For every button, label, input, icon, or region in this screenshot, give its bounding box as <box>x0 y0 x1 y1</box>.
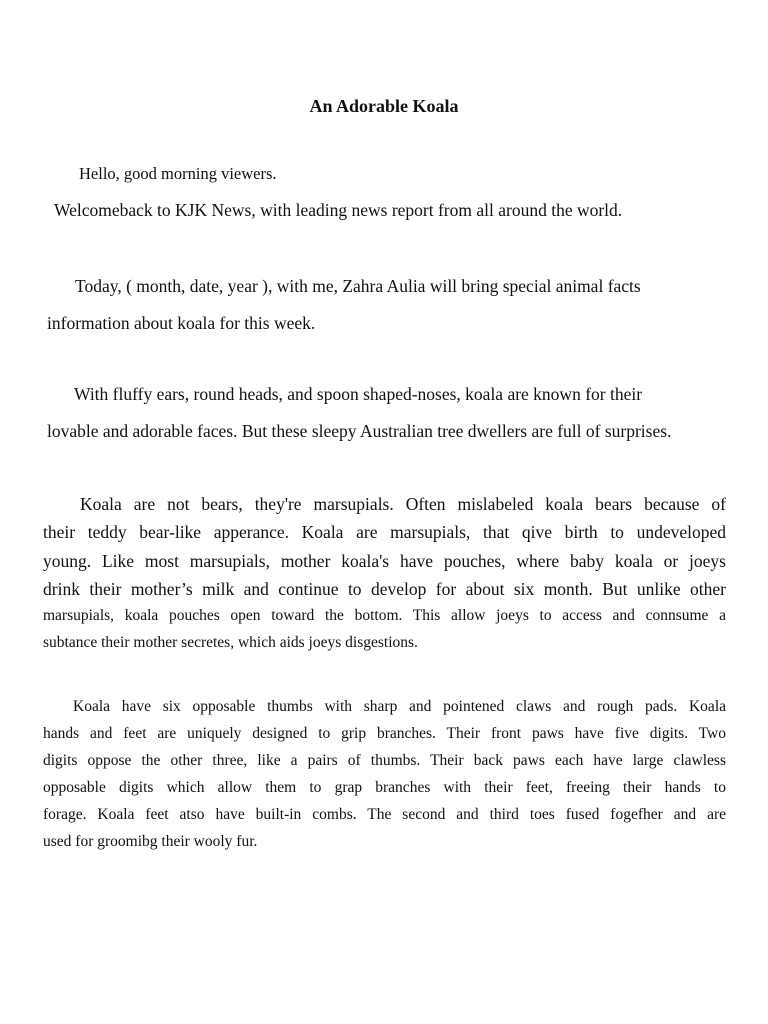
paragraph-line: used for groomibg their wooly fur. <box>43 833 258 850</box>
paragraph-line: hands and feet are uniquely designed to grip branches. Their front paws have five digits. Two <box>43 725 726 742</box>
paragraph-line: digits oppose the other three, like a pairs of thumbs. Their back paws each have large clawless <box>43 752 726 769</box>
greeting-line: Hello, good morning viewers. <box>79 164 277 183</box>
paragraph-line: forage. Koala feet atso have built-in combs. The second and third toes fused fogefher and are <box>43 806 726 823</box>
paragraph-line: drink their mother’s milk and continue to develop for about six month. But unlike other <box>43 578 726 599</box>
description-line-2: lovable and adorable faces. But these sleepy Australian tree dwellers are full of surprises. <box>47 421 672 441</box>
paragraph-line: Koala are not bears, they're marsupials. Often mislabeled koala bears because of <box>80 494 726 514</box>
paragraph-line: subtance their mother secretes, which aids joeys disgestions. <box>43 633 418 651</box>
intro-line-2: information about koala for this week. <box>47 313 316 333</box>
description-line-1: With fluffy ears, round heads, and spoon shaped-noses, koala are known for their <box>74 384 643 404</box>
welcome-line: Welcomeback to KJK News, with leading news report from all around the world. <box>54 200 623 220</box>
document-title: An Adorable Koala <box>309 96 459 116</box>
paragraph-line: opposable digits which allow them to grap branches with their feet, freeing their hands to <box>43 779 726 796</box>
paragraph-line: their teddy bear-like apperance. Koala are marsupials, that qive birth to undeveloped <box>43 522 726 543</box>
thumbs-paragraph <box>43 693 726 855</box>
paragraph-line: Koala have six opposable thumbs with sharp and pointened claws and rough pads. Koala <box>73 698 726 715</box>
intro-line-1: Today, ( month, date, year ), with me, Zahra Aulia will bring special animal facts <box>75 276 641 296</box>
paragraph-line: young. Like most marsupials, mother koala's have pouches, where baby koala or joeys <box>43 550 726 571</box>
paragraph-line: marsupials, koala pouches open toward the bottom. This allow joeys to access and connsume a <box>43 607 726 625</box>
marsupials-paragraph <box>43 490 726 656</box>
